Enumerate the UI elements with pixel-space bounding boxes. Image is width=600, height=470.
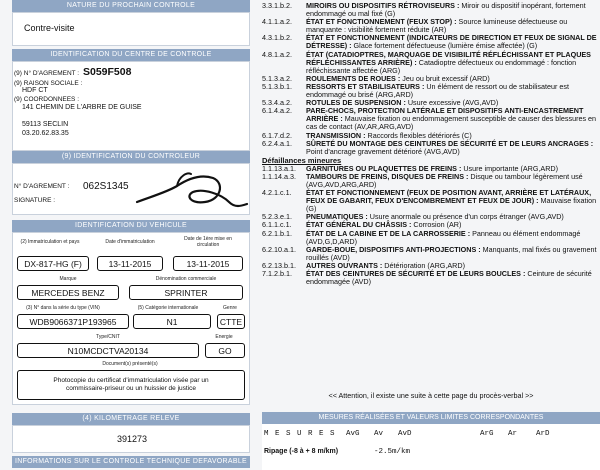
genre-label: Genre	[223, 305, 237, 311]
energy-label: Energie	[215, 334, 233, 340]
energy-field: GO	[205, 343, 245, 358]
defect-row	[262, 2, 600, 18]
defect-code: 5.1.3.b.1.	[262, 81, 292, 91]
defect-title: ÉTAT DES CEINTURES DE SÉCURITÉ ET DE LEURS BOUCLES :	[306, 269, 526, 278]
defect-row	[262, 51, 600, 75]
defect-title: ÉTAT DE LA CABINE ET DE LA CARROSSERIE :	[306, 228, 471, 238]
minor-defects-heading: Défaillances mineures	[262, 155, 342, 165]
defect-code: 5.3.4.a.2.	[262, 98, 292, 108]
next-visit-box	[12, 12, 250, 46]
model-field: SPRINTER	[129, 285, 243, 300]
centre-phone: 03.20.62.83.35	[22, 130, 69, 137]
defect-code: 4.8.1.a.2.	[262, 49, 292, 59]
centre-company: HDF CT	[22, 87, 48, 94]
measures-box	[262, 424, 600, 470]
left-column	[0, 0, 258, 470]
defect-detail: Détérioration (ARG,ARD)	[384, 260, 465, 270]
defect-row	[262, 18, 600, 34]
next-visit-value: Contre-visite	[24, 23, 75, 33]
defect-detail: Disque ou tambour légèrement usé (AVG,AVD,ARG,ARD)	[306, 171, 583, 189]
defect-title: MIROIRS OU DISPOSITIFS RÉTROVISEURS :	[306, 1, 460, 10]
right-column	[262, 0, 600, 470]
brand-label: Marque	[59, 276, 77, 282]
measure-col-ar: Ar	[508, 430, 518, 438]
controller-box	[12, 163, 250, 215]
defect-text	[306, 2, 600, 18]
controller-signature-label: SIGNATURE :	[14, 197, 56, 204]
defect-detail: Un élément de ressort ou de stabilisateur est endommagé ou brisé (ARG,ARD)	[306, 81, 569, 100]
next-visit-header: NATURE DU PROCHAIN CONTROLE	[12, 0, 250, 12]
defect-code: 1.1.13.a.1.	[262, 163, 296, 173]
type-label: Type/CNIT	[96, 334, 120, 340]
defect-title: PNEUMATIQUES :	[306, 212, 368, 222]
mileage-header: (4) KILOMETRAGE RELEVE	[12, 413, 250, 425]
defect-code: 5.1.3.a.2.	[262, 73, 292, 83]
defect-title: RESSORTS ET STABILISATEURS :	[306, 81, 425, 91]
defect-row	[262, 189, 600, 213]
defect-detail: Mauvaise fixation ou endommagement susceptible de causer des blessures en cas de contact (AV,AR,ARG,AVD)	[306, 114, 597, 132]
centre-address-line1: 141 CHEMIN DE L'ARBRE DE GUISE	[22, 104, 142, 111]
date-reg-field: 13-11-2015	[97, 256, 163, 271]
continuation-notice: << Attention, il existe une suite à cette page du procès-verbal >>	[328, 391, 534, 400]
defect-title: PARE-CHOCS, PROTECTION LATÉRALE ET DISPOSITIFS ANTI-ENCASTREMENT ARRIÈRE :	[306, 106, 584, 124]
defect-title: ÉTAT ET FONCTIONNEMENT (FEUX STOP) :	[306, 17, 457, 27]
defect-row	[262, 34, 600, 50]
defect-row	[262, 173, 600, 189]
centre-box	[12, 61, 250, 151]
vin-label: (3) N° dans la série du type (VIN)	[26, 305, 100, 311]
mileage-value: 391273	[116, 434, 148, 444]
defect-title: SÛRETÉ DU MONTAGE DES CEINTURES DE SÉCURITÉ ET DE LEURS ANCRAGES :	[306, 138, 594, 148]
defect-detail: Usure anormale ou présence d'un corps étranger (AVG,AVD)	[369, 212, 564, 222]
centre-address-line2: 59113 SECLIN	[22, 121, 69, 128]
defect-title: ROTULES DE SUSPENSION :	[306, 98, 406, 108]
defect-title: ÉTAT ET FONCTIONNEMENT (FEUX DE POSITION AVANT, ARRIÈRE ET LATÉRAUX, FEUX DE GABARIT, FEUX D'ENCOMBREMENT ET FEUX DE JOUR) :	[306, 188, 592, 206]
defect-detail: Mauvaise fixation (G)	[306, 196, 597, 214]
defect-text	[306, 230, 600, 246]
defect-text	[306, 18, 600, 34]
defect-code: 4.2.1.c.1.	[262, 188, 292, 198]
defect-text	[306, 189, 600, 213]
defect-code: 6.2.13.b.1.	[262, 260, 296, 270]
defect-row	[262, 107, 600, 131]
genre-field: CTTE	[217, 314, 245, 329]
defect-detail: Usure excessive (AVG,AVD)	[407, 98, 499, 108]
controller-agreement-label: N° D'AGREMENT :	[14, 183, 70, 190]
defect-detail: Panneau ou élément endommagé (AVD,G,D,ARD)	[306, 228, 581, 246]
measure-col-av: Av	[374, 430, 384, 438]
defect-text	[306, 246, 600, 262]
defect-code: 6.1.7.d.2.	[262, 130, 292, 140]
vin-field: WDB9066371P193965	[17, 314, 129, 329]
first-use-label: Date de 1ère mise en circulation	[184, 236, 232, 248]
defect-code: 5.2.3.e.1.	[262, 212, 292, 222]
defect-code: 3.3.1.b.2.	[262, 1, 292, 10]
defect-text	[306, 34, 600, 50]
category-field: N1	[133, 314, 211, 329]
defect-text	[306, 270, 600, 286]
type-field: N10MCDCTVA20134	[17, 343, 199, 358]
measure-col-ard: ArD	[536, 430, 550, 438]
date-reg-label: Date d'immatriculation	[105, 239, 155, 245]
defect-detail: Ceinture de sécurité endommagée (AVD)	[306, 269, 592, 287]
measure-col-arg: ArG	[480, 430, 494, 438]
defect-detail: Corrosion (AR)	[413, 220, 462, 230]
defect-detail: Catadioptre défectueux ou endommagé : fonction réfléchissante affectée (ARG)	[306, 57, 577, 75]
defect-title: GARNITURES OU PLAQUETTES DE FREINS :	[306, 163, 462, 173]
defect-text	[306, 51, 600, 75]
docs-label: Document(s) présenté(s)	[102, 361, 158, 367]
defect-detail: Raccords flexibles détériorés (C)	[367, 130, 472, 140]
defect-detail: Glace fortement défectueuse (lumière émise affectée) (G)	[353, 41, 538, 51]
defect-detail: Source lumineuse défectueuse ou manquante : visibilité fortement réduite (AR)	[306, 17, 568, 35]
controller-header: (9) IDENTIFICATION DU CONTROLEUR	[12, 151, 250, 163]
measure-col-avd: AvD	[398, 430, 412, 438]
measures-label: M E S U R E S	[264, 430, 336, 438]
defect-code: 4.1.1.a.2.	[262, 17, 292, 27]
defect-code: 4.3.1.b.2.	[262, 33, 292, 43]
defect-code: 6.1.1.c.1.	[262, 220, 292, 230]
defect-code: 6.2.4.a.1.	[262, 138, 292, 148]
defect-title: ÉTAT (CATADIOPTRES, MARQUAGE DE VISIBILITÉ RÉFLÉCHISSANT ET PLAQUES RÉFLÉCHISSANTES ARRIÈRE) :	[306, 49, 591, 67]
defect-title: AUTRES OUVRANTS :	[306, 260, 383, 270]
brand-field: MERCEDES BENZ	[17, 285, 119, 300]
first-use-field: 13-11-2015	[173, 256, 243, 271]
technical-header: INFORMATIONS SUR LE CONTROLE TECHNIQUE DEFAVORABLE	[12, 456, 250, 468]
vehicle-box	[12, 232, 250, 405]
centre-header: IDENTIFICATION DU CENTRE DE CONTROLE	[12, 49, 250, 61]
defect-detail: Jeu ou bruit excessif (ARD)	[402, 73, 490, 83]
centre-agreement-label: (9) N° D'AGREMENT :	[14, 70, 80, 77]
defect-row	[262, 140, 600, 156]
defect-text	[306, 140, 600, 156]
defect-row	[262, 270, 600, 286]
ripage-value: -2.5m/km	[374, 448, 411, 456]
model-label: Dénomination commerciale	[155, 276, 217, 282]
defect-text	[306, 83, 600, 99]
defect-code: 1.1.14.a.3.	[262, 171, 296, 181]
defect-title: GARDE-BOUE, DISPOSITIFS ANTI-PROJECTIONS :	[306, 244, 481, 254]
defect-detail: Miroir ou dispositif inopérant, fortement endommagé ou mal fixé (G)	[306, 1, 586, 19]
centre-agreement: S059F508	[83, 66, 132, 78]
defect-text	[306, 173, 600, 189]
defect-title: ROULEMENTS DE ROUES :	[306, 73, 401, 83]
defect-code: 6.2.10.a.1.	[262, 244, 296, 254]
defect-row	[262, 246, 600, 262]
measures-header: MESURES RÉALISÉES ET VALEURS LIMITES CORRESPONDANTES	[262, 412, 600, 424]
docs-field: Photocopie du certificat d'immatriculation visée par un commissaire-priseur ou un huissier de justice	[17, 370, 245, 400]
defect-title: TRANSMISSION :	[306, 130, 366, 140]
defect-detail: Usure importante (ARG,ARD)	[463, 163, 559, 173]
defect-list	[262, 2, 600, 286]
measure-col-avg: AvG	[346, 430, 360, 438]
category-label: (5) Catégorie internationale	[137, 305, 199, 311]
centre-address-label: (9) COORDONNEES :	[14, 96, 80, 103]
defect-row	[262, 230, 600, 246]
defect-code: 6.2.1.b.1.	[262, 228, 292, 238]
ripage-label: Ripage (-8 à + 8 m/km)	[264, 448, 339, 455]
reg-field: DX-817-HG (F)	[17, 256, 89, 271]
signature-scribble	[131, 166, 251, 214]
defect-row	[262, 83, 600, 99]
vehicle-header: IDENTIFICATION DU VEHICULE	[12, 220, 250, 232]
defect-code: 7.1.2.b.1.	[262, 269, 292, 278]
defect-detail: Manquants, mal fixés ou gravement rouillés (AVD)	[306, 244, 597, 262]
defect-title: TAMBOURS DE FREINS, DISQUES DE FREINS :	[306, 171, 469, 181]
centre-company-label: (9) RAISON SOCIALE :	[14, 80, 83, 87]
defect-title: ÉTAT ET FONCTIONNEMENT (INDICATEURS DE DIRECTION ET FEUX DE SIGNAL DE DÉTRESSE) :	[306, 33, 597, 51]
controller-agreement: 062S1345	[83, 181, 129, 192]
reg-label: (2) Immatriculation et pays	[20, 239, 80, 245]
defect-title: ÉTAT GÉNÉRAL DU CHÂSSIS :	[306, 220, 412, 230]
defect-detail: Point d'ancrage gravement détérioré (AVG,AVD)	[306, 146, 460, 156]
mileage-box	[12, 425, 250, 453]
defect-text	[306, 107, 600, 131]
defect-code: 6.1.4.a.2.	[262, 106, 292, 116]
